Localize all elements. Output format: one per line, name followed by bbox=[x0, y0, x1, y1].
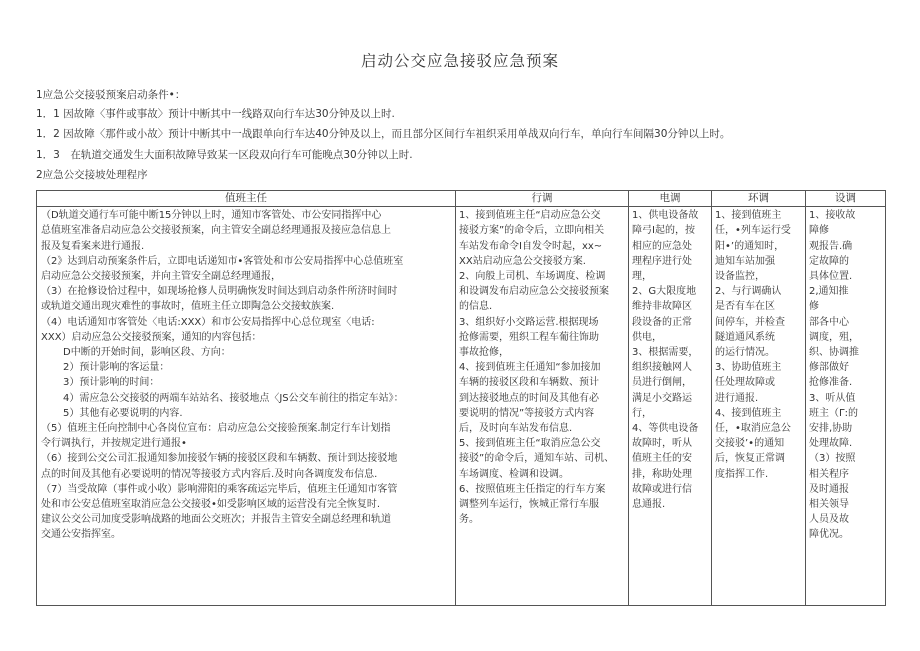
text-line: 度指挥工作. bbox=[715, 468, 769, 480]
text-line: 交接驳’•的通知 bbox=[715, 438, 785, 450]
text-line: 调度，殂， bbox=[809, 331, 859, 343]
text-line: 修 bbox=[809, 301, 819, 313]
text-line: 2、向般上司机、车场调度、检调 bbox=[459, 271, 606, 283]
text-line: 建议公交公司加度受影响战路的地面公交班次；并报告主管安全副总经理和轨道 bbox=[41, 514, 391, 526]
text-line: 阳•’的通知时， bbox=[715, 240, 785, 252]
text-line: D中断的开始时间，影响区段、方向： bbox=[63, 347, 231, 359]
text-line: 相关领导 bbox=[809, 499, 849, 511]
text-line: 供电， bbox=[632, 331, 662, 343]
text-line: 维持非故障区 bbox=[632, 301, 692, 313]
header-equipment-dispatcher: 设调 bbox=[806, 191, 886, 207]
duty-manager-procedure bbox=[37, 207, 456, 606]
text-line: 设备监控， bbox=[715, 271, 765, 283]
text-line: 障修 bbox=[809, 225, 829, 237]
text-line: 报及复看案来进行通报. bbox=[41, 240, 145, 252]
header-environment-dispatcher: 环调 bbox=[712, 191, 806, 207]
text-line: 行， bbox=[632, 407, 652, 419]
text-line: 间停车，并检查 bbox=[715, 316, 785, 328]
text-line: 2、与行调确认 bbox=[715, 286, 782, 298]
text-line: 3、协助值班主 bbox=[715, 362, 782, 374]
text-line: 是否有车在区 bbox=[715, 301, 775, 313]
text-line: 1、接到值班主 bbox=[715, 210, 782, 222]
text-line: 相应的应急处 bbox=[632, 240, 692, 252]
text-line: 3）预计影响的时间： bbox=[63, 377, 160, 389]
text-line: 理程序进行处 bbox=[632, 255, 692, 267]
text-line: 值班主任的安 bbox=[632, 453, 692, 465]
text-line: 车辆的接驳区段和车辆数、预计 bbox=[459, 377, 599, 389]
text-line: 安排,协助 bbox=[809, 423, 853, 435]
text-line: 后，及时向车站发布信息. bbox=[459, 423, 573, 435]
text-line: 任，•列车运行受 bbox=[715, 225, 791, 237]
text-line: （2》达到启动预案条件后，立即电话递知市•客管处和市公安局指挥中心总值班室 bbox=[41, 255, 404, 267]
text-line: 接驳”的命令后，通知车站、司机、 bbox=[459, 453, 615, 465]
table-row bbox=[37, 207, 886, 606]
text-line: （4）电话通知市客管处〈电话:XXX）和市公安局指挥中心总位现室〈电话: bbox=[41, 316, 375, 328]
header-power-dispatcher: 电调 bbox=[629, 191, 712, 207]
text-line: （3）在抢修设恰过程中，如现场抢修人员明确恢发时间达到启动条件所济时间时 bbox=[41, 286, 398, 298]
text-line: 3、根据需要， bbox=[632, 347, 699, 359]
text-line: 定故障的 bbox=[809, 255, 849, 267]
text-line: 人员及故 bbox=[809, 514, 849, 526]
text-line: 6、按照值班主任指定的行车方案 bbox=[459, 483, 606, 495]
text-line: 满足小交路运 bbox=[632, 392, 692, 404]
traffic-dispatcher-procedure bbox=[456, 207, 629, 606]
text-line: 总值班室准备启动应急公交接驳预案，向主管安全副总经理通报及接应急信息上 bbox=[41, 225, 391, 237]
text-line: XXX）启动应急公交接驳预案，通知的内容包括： bbox=[41, 331, 262, 343]
text-line: （6）接到公交公司汇报通知参加接驳乍辆的接驳区段和车辆数、预计到达接驳地 bbox=[41, 453, 398, 465]
text-line: 务。 bbox=[459, 514, 479, 526]
text-line: 1、供电设备故 bbox=[632, 210, 699, 222]
header-traffic-dispatcher: 行调 bbox=[456, 191, 629, 207]
text-line: 3、组织好小交路运营.根据现场 bbox=[459, 316, 599, 328]
text-line: 障优况。 bbox=[809, 529, 849, 541]
text-line: 4、等供电设备 bbox=[632, 423, 699, 435]
text-line: 息通报. bbox=[632, 499, 666, 511]
equipment-dispatcher-procedure bbox=[806, 207, 886, 606]
text-line: 令行调执行，并按规定进行通报• bbox=[41, 438, 187, 450]
text-line: 相关程序 bbox=[809, 468, 849, 480]
text-line: 点的时间及其他有必要说明的情况等接驳方式内容后.及时向各调度发布信息. bbox=[41, 468, 378, 480]
text-line: 班主（Γ:的 bbox=[809, 407, 858, 419]
text-line: （3）按照 bbox=[809, 453, 856, 465]
text-line: 具体位置. bbox=[809, 271, 853, 283]
text-line: 任，•取消应急公 bbox=[715, 423, 791, 435]
text-line: 隧道通风系统 bbox=[715, 331, 775, 343]
text-line: 到达接驳地点的时间及其他有必 bbox=[459, 392, 599, 404]
text-line: 或轨道交通出现灾难性的事故时，值班主任立即陶急公交接蚊族案. bbox=[41, 301, 335, 313]
text-line: 2）预计影响的客运量： bbox=[63, 362, 170, 374]
text-line: 的运行情况。 bbox=[715, 347, 775, 359]
text-line: 处理故障. bbox=[809, 438, 853, 450]
environment-dispatcher-procedure bbox=[712, 207, 806, 606]
text-line: 故障时，听从 bbox=[632, 438, 692, 450]
text-line: 事故抢修， bbox=[459, 347, 509, 359]
text-line: 调整列车运行，恢城正常行车服 bbox=[459, 499, 599, 511]
text-line: 车站发布命令I自发令时起，xx~ bbox=[459, 240, 603, 252]
text-line: 处和市公安总值班室取消应急公交接驳•如受影响区域的运营没有完全恢复时. bbox=[41, 499, 381, 511]
section-1-heading: 1应急公交接驳预案启动条件•： bbox=[36, 89, 186, 101]
text-line: XX站启动应急公交接驳方案. bbox=[459, 255, 586, 267]
section-2-heading: 2应急公交接坡处理程序 bbox=[36, 169, 148, 181]
text-line: 部各中心 bbox=[809, 316, 849, 328]
table-header-row bbox=[37, 191, 886, 207]
text-line: 故障或进行信 bbox=[632, 483, 692, 495]
text-line: 观报告.确 bbox=[809, 240, 853, 252]
text-line: 1、接到值班主任“启动应急公交 bbox=[459, 210, 601, 222]
text-line: 交通公安指挥室。 bbox=[41, 529, 121, 541]
document-title: 启动公交应急接驳应急预案 bbox=[360, 52, 559, 70]
header-duty-manager: 值班主任 bbox=[37, 191, 456, 207]
text-line: 4、接到值班主任通知“参加接加 bbox=[459, 362, 601, 374]
text-line: （D轨道交通行车可能中断15分钟以上时，通知市客管处、市公安同指挥中心 bbox=[41, 210, 382, 222]
text-line: 4、接到值班主 bbox=[715, 407, 782, 419]
text-line: 5）其他有必要说明的内容. bbox=[63, 407, 183, 419]
text-line: 织、协调推 bbox=[809, 347, 859, 359]
condition-1-1: 1．1 因故障〈事件或事故〉预计中断其中一线路双向行车达30分钟及以上时. bbox=[36, 108, 395, 120]
text-line: 组织接触网人 bbox=[632, 362, 692, 374]
text-line: 修部做好 bbox=[809, 362, 849, 374]
text-line: 1、接收故 bbox=[809, 210, 856, 222]
text-line: （7）当受故障（事件或小收）影响滞阳的乘客疏运完毕后，值班主任通知市客管 bbox=[41, 483, 398, 495]
text-line: 段设备的正常 bbox=[632, 316, 692, 328]
text-line: 抢修需要，殂织工程车葡往饰助 bbox=[459, 331, 599, 343]
text-line: 要说明的情况”等接驳方式内容 bbox=[459, 407, 595, 419]
text-line: 抢修准备. bbox=[809, 377, 853, 389]
text-line: 车场调度、检调和设调。 bbox=[459, 468, 569, 480]
text-line: 和设调发布启动应急公交接驳预案 bbox=[459, 286, 609, 298]
text-line: 理， bbox=[632, 271, 652, 283]
power-dispatcher-procedure bbox=[629, 207, 712, 606]
text-line: 迪知车站加强 bbox=[715, 255, 775, 267]
text-line: 任处理故障或 bbox=[715, 377, 775, 389]
procedure-table bbox=[36, 190, 886, 606]
text-line: 及时通报 bbox=[809, 483, 849, 495]
text-line: 进行通报. bbox=[715, 392, 759, 404]
text-line: 2、G大限度地 bbox=[632, 286, 697, 298]
text-line: 接驳方案”的命令后，立即向相关 bbox=[459, 225, 605, 237]
text-line: 员进行倒闸， bbox=[632, 377, 692, 389]
text-line: 障弓I起的，按 bbox=[632, 225, 695, 237]
text-line: 5、接到值班主任“取消应急公交 bbox=[459, 438, 601, 450]
text-line: 3、听从值 bbox=[809, 392, 856, 404]
text-line: 的信息. bbox=[459, 301, 493, 313]
text-line: 4）需应急公交接驳的两端车站站名、接驳地点〈JS公交车前往的指定车站》： bbox=[63, 392, 404, 404]
text-line: 排，称助处理 bbox=[632, 468, 692, 480]
text-line: 启动应急公交接驳预案，并向主管安全副总经理通报， bbox=[41, 271, 281, 283]
condition-1-3: 1．3 在轨道交通发生大面积故障导致某一区段双向行车可能晚点30分钟以上时. bbox=[36, 149, 413, 161]
text-line: 2,通知推 bbox=[809, 286, 849, 298]
text-line: （5）值班主任向控制中心各岗位宣布：启动应急公交接验预案.制定行车计划指 bbox=[41, 423, 391, 435]
text-line: 后，恢复正常调 bbox=[715, 453, 785, 465]
condition-1-2: 1．2 因故障〈那件或小故〉预计中断其中一战跟单向行车达40分钟及以上，而且部分区间行车祖织采用单战双向行车，单向行车间隔30分钟以上时。 bbox=[36, 128, 731, 140]
